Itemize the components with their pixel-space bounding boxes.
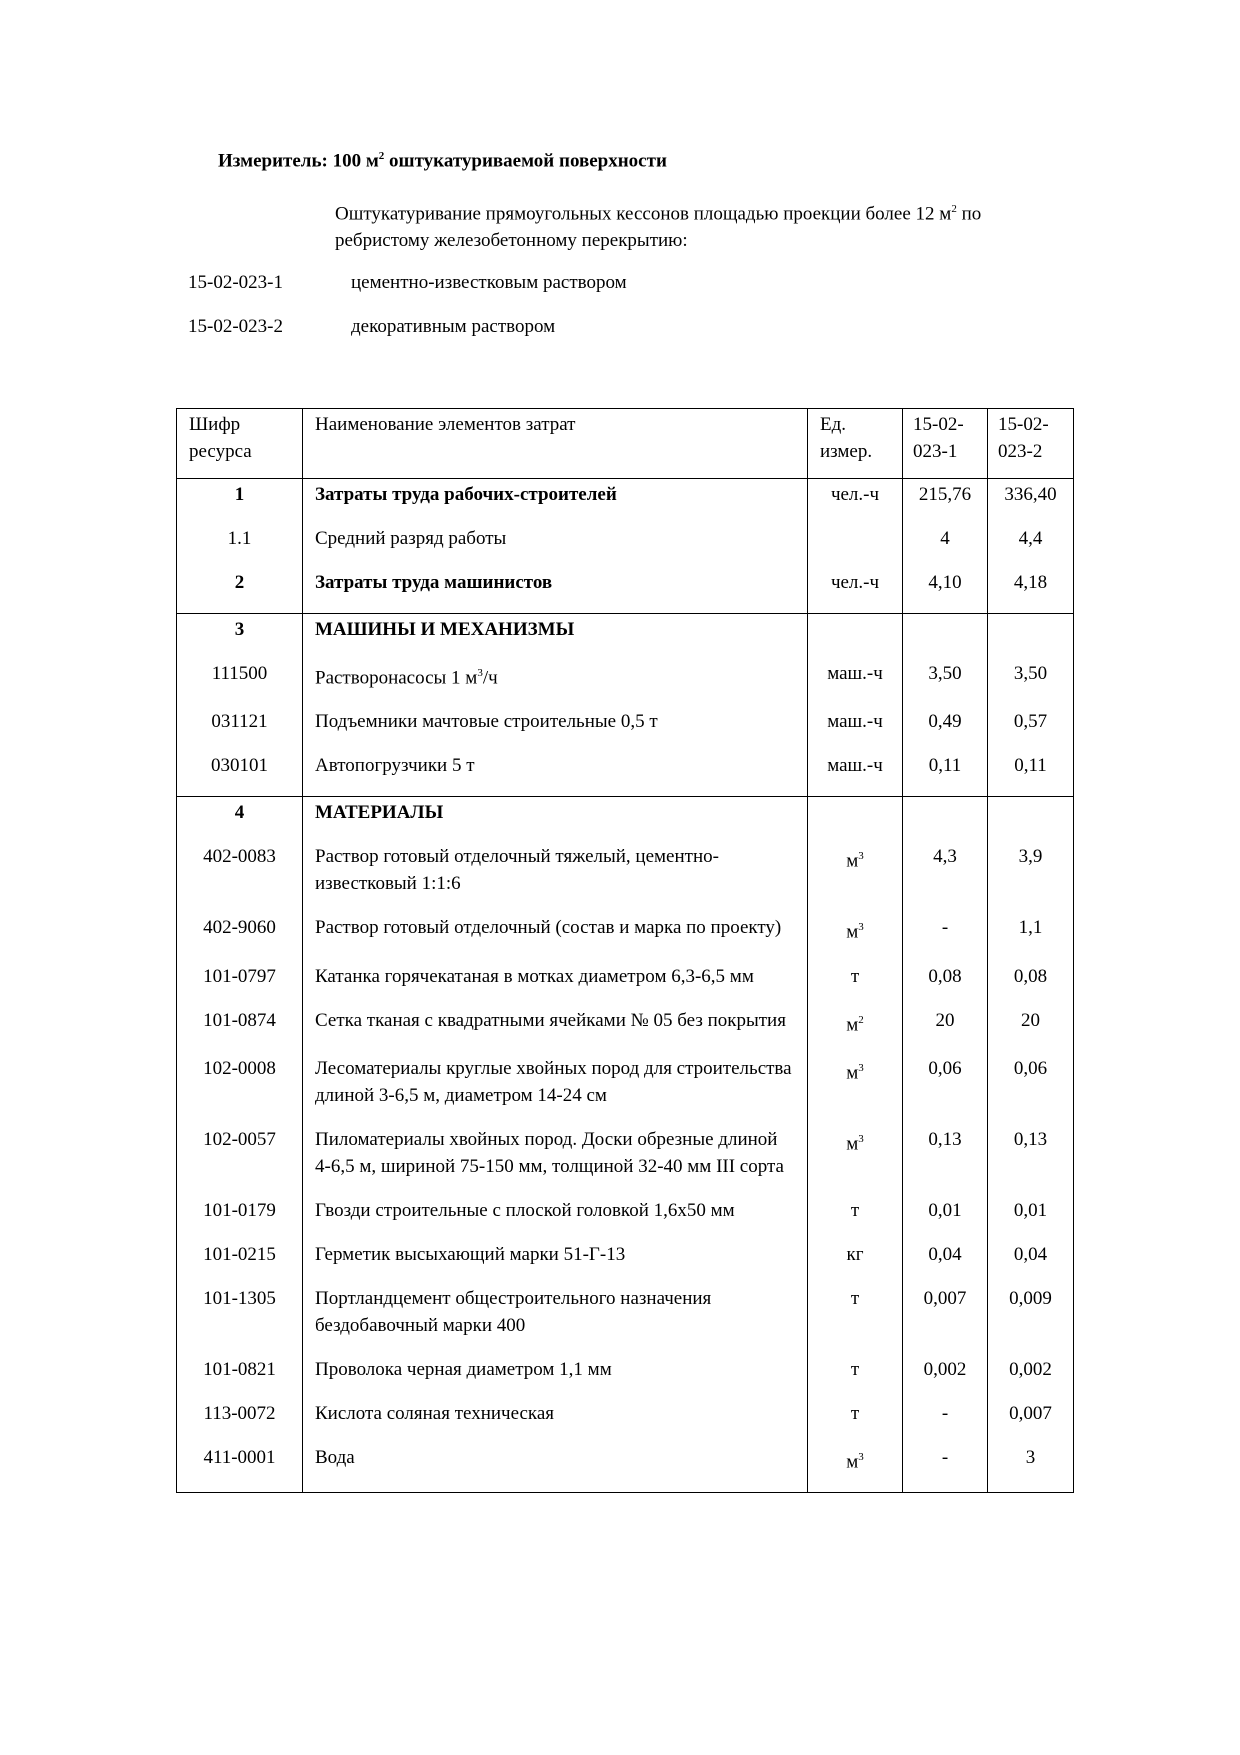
table-row (177, 1197, 1074, 1241)
unit-superscript: 2 (858, 1013, 864, 1026)
cell-variant-1-value (903, 614, 988, 661)
cell-resource-code: 102-0057 (177, 1126, 303, 1197)
cell-variant-1-value: 215,76 (903, 479, 988, 526)
unit-base: м (846, 1062, 859, 1084)
cell-variant-2-value: 0,13 (988, 1126, 1074, 1197)
cell-cost-element-name: Затраты труда рабочих-строителей (303, 479, 808, 526)
cell-variant-1-value: 4,10 (903, 569, 988, 614)
name-superscript: 3 (477, 667, 483, 679)
cell-unit (808, 797, 903, 844)
name-text-end: /ч (482, 667, 498, 689)
cell-unit (808, 1055, 903, 1126)
description-superscript: 2 (951, 203, 957, 215)
cell-unit (808, 843, 903, 914)
cell-resource-code: 411-0001 (177, 1444, 303, 1493)
cell-variant-2-value: 0,002 (988, 1356, 1074, 1400)
unit-base: м (846, 850, 859, 872)
cell-unit: т (808, 963, 903, 1007)
cell-cost-element-name: МАТЕРИАЛЫ (303, 797, 808, 844)
cell-resource-code: 3 (177, 614, 303, 661)
variant-code: 15-02-023-2 (188, 316, 283, 337)
description-text-start: Оштукатуривание прямоугольных кессонов площадью проекции более 12 м (335, 203, 952, 225)
cell-cost-element-name (303, 660, 808, 708)
unit-superscript: 3 (858, 1450, 864, 1463)
cell-cost-element-name: Лесоматериалы круглые хвойных пород для строительства длиной 3-6,5 м, диаметром 14-24 см (303, 1055, 808, 1126)
cell-unit: т (808, 1285, 903, 1356)
table-row (177, 614, 1074, 661)
cell-unit (808, 614, 903, 661)
cell-unit: т (808, 1356, 903, 1400)
cell-variant-1-value: 0,11 (903, 752, 988, 797)
cell-variant-1-value: 20 (903, 1007, 988, 1055)
table-row (177, 1400, 1074, 1444)
cell-variant-1-value: 0,002 (903, 1356, 988, 1400)
measure-prefix: Измеритель: 100 м (218, 150, 379, 172)
resource-table (176, 408, 1074, 1493)
cell-variant-2-value (988, 797, 1074, 844)
table-row (177, 479, 1074, 526)
table-row (177, 660, 1074, 708)
table-row (177, 1007, 1074, 1055)
table-row (177, 797, 1074, 844)
cell-variant-2-value: 0,57 (988, 708, 1074, 752)
table-header-row (177, 409, 1074, 479)
unit-base: м (846, 921, 859, 943)
cell-resource-code: 031121 (177, 708, 303, 752)
cell-unit: маш.-ч (808, 660, 903, 708)
cell-variant-2-value: 0,01 (988, 1197, 1074, 1241)
cell-cost-element-name: Раствор готовый отделочный (состав и марка по проекту) (303, 914, 808, 962)
measure-superscript: 2 (378, 150, 385, 162)
cell-variant-1-value: 0,13 (903, 1126, 988, 1197)
table-body (177, 479, 1074, 1493)
cell-variant-1-value: 0,01 (903, 1197, 988, 1241)
header-variant-2: 15-02-023-2 (988, 409, 1074, 479)
cell-cost-element-name: Проволока черная диаметром 1,1 мм (303, 1356, 808, 1400)
table-row (177, 1126, 1074, 1197)
cell-unit (808, 525, 903, 569)
cell-unit: т (808, 1400, 903, 1444)
cell-resource-code: 1 (177, 479, 303, 526)
cell-variant-2-value: 0,06 (988, 1055, 1074, 1126)
cell-resource-code: 4 (177, 797, 303, 844)
unit-superscript: 3 (858, 850, 864, 863)
cell-unit: маш.-ч (808, 752, 903, 797)
cell-resource-code: 102-0008 (177, 1055, 303, 1126)
cell-variant-1-value: - (903, 914, 988, 962)
cell-variant-1-value: 4 (903, 525, 988, 569)
variant-line (188, 316, 555, 338)
cell-variant-1-value: 3,50 (903, 660, 988, 708)
cell-unit: чел.-ч (808, 569, 903, 614)
cell-resource-code: 101-0797 (177, 963, 303, 1007)
cell-resource-code: 1.1 (177, 525, 303, 569)
cell-variant-2-value: 0,08 (988, 963, 1074, 1007)
cell-variant-2-value: 0,11 (988, 752, 1074, 797)
table-row (177, 525, 1074, 569)
table-row (177, 752, 1074, 797)
cell-variant-1-value: 0,007 (903, 1285, 988, 1356)
cell-unit: чел.-ч (808, 479, 903, 526)
cell-resource-code: 402-9060 (177, 914, 303, 962)
cell-variant-1-value: 0,04 (903, 1241, 988, 1285)
cell-variant-2-value (988, 614, 1074, 661)
table-row (177, 1055, 1074, 1126)
variant-code: 15-02-023-1 (188, 272, 283, 293)
cell-variant-2-value: 3,50 (988, 660, 1074, 708)
cell-variant-2-value: 20 (988, 1007, 1074, 1055)
unit-superscript: 3 (858, 1132, 864, 1145)
cell-cost-element-name: Средний разряд работы (303, 525, 808, 569)
table-row (177, 914, 1074, 962)
cell-resource-code: 402-0083 (177, 843, 303, 914)
cell-cost-element-name: Раствор готовый отделочный тяжелый, цементно-известковый 1:1:6 (303, 843, 808, 914)
cell-variant-2-value: 0,007 (988, 1400, 1074, 1444)
table-row (177, 708, 1074, 752)
unit-base: м (846, 1013, 859, 1035)
cell-unit: кг (808, 1241, 903, 1285)
cell-variant-2-value: 3 (988, 1444, 1074, 1493)
cell-cost-element-name: Катанка горячекатаная в мотках диаметром 6,3-6,5 мм (303, 963, 808, 1007)
cell-cost-element-name: Гвозди строительные с плоской головкой 1,6х50 мм (303, 1197, 808, 1241)
cell-cost-element-name: Затраты труда машинистов (303, 569, 808, 614)
cell-unit: т (808, 1197, 903, 1241)
table-row (177, 1285, 1074, 1356)
cell-variant-1-value (903, 797, 988, 844)
cell-cost-element-name: Вода (303, 1444, 808, 1493)
header-variant-1: 15-02-023-1 (903, 409, 988, 479)
cell-variant-2-value: 4,18 (988, 569, 1074, 614)
table-row (177, 963, 1074, 1007)
cell-unit (808, 1444, 903, 1493)
cell-resource-code: 030101 (177, 752, 303, 797)
cell-variant-1-value: 0,06 (903, 1055, 988, 1126)
cell-cost-element-name: Кислота соляная техническая (303, 1400, 808, 1444)
cell-resource-code: 111500 (177, 660, 303, 708)
cell-variant-1-value: 0,49 (903, 708, 988, 752)
name-text-start: Растворонасосы 1 м (315, 667, 478, 689)
cell-resource-code: 101-0874 (177, 1007, 303, 1055)
measure-suffix: оштукатуриваемой поверхности (384, 150, 667, 172)
variant-line (188, 272, 627, 294)
work-description (335, 196, 1075, 254)
cell-unit: маш.-ч (808, 708, 903, 752)
measure-heading (218, 150, 667, 172)
cell-unit (808, 1007, 903, 1055)
cell-cost-element-name: Автопогрузчики 5 т (303, 752, 808, 797)
table-row (177, 843, 1074, 914)
cell-resource-code: 101-0215 (177, 1241, 303, 1285)
header-unit: Ед. измер. (808, 409, 903, 479)
unit-base: м (846, 1133, 859, 1155)
cell-variant-1-value: 0,08 (903, 963, 988, 1007)
cell-cost-element-name: Сетка тканая с квадратными ячейками № 05 без покрытия (303, 1007, 808, 1055)
cell-variant-2-value: 336,40 (988, 479, 1074, 526)
cell-cost-element-name: Подъемники мачтовые строительные 0,5 т (303, 708, 808, 752)
cell-resource-code: 101-0179 (177, 1197, 303, 1241)
table-row (177, 1444, 1074, 1493)
cell-variant-2-value: 1,1 (988, 914, 1074, 962)
header-resource-code: Шифр ресурса (177, 409, 303, 479)
cell-resource-code: 101-0821 (177, 1356, 303, 1400)
cell-variant-2-value: 0,04 (988, 1241, 1074, 1285)
cell-cost-element-name: Портландцемент общестроительного назначения бездобавочный марки 400 (303, 1285, 808, 1356)
cell-variant-2-value: 3,9 (988, 843, 1074, 914)
cell-unit (808, 1126, 903, 1197)
table-row (177, 1241, 1074, 1285)
cell-resource-code: 2 (177, 569, 303, 614)
variant-label: декоративным раствором (351, 316, 556, 337)
unit-base: м (846, 1451, 859, 1473)
description-text-end: по ребристому железобетонному перекрытию: (335, 203, 982, 252)
table-row (177, 1356, 1074, 1400)
cell-resource-code: 113-0072 (177, 1400, 303, 1444)
cell-unit (808, 914, 903, 962)
variant-label: цементно-известковым раствором (351, 272, 627, 293)
header-cost-element-name: Наименование элементов затрат (303, 409, 808, 479)
cell-cost-element-name: Пиломатериалы хвойных пород. Доски обрезные длиной 4-6,5 м, шириной 75-150 мм, толщиной 32-40 мм III сорта (303, 1126, 808, 1197)
cell-variant-1-value: 4,3 (903, 843, 988, 914)
cell-resource-code: 101-1305 (177, 1285, 303, 1356)
cell-cost-element-name: Герметик высыхающий марки 51-Г-13 (303, 1241, 808, 1285)
unit-superscript: 3 (858, 921, 864, 934)
cell-variant-2-value: 0,009 (988, 1285, 1074, 1356)
table-row (177, 569, 1074, 614)
cell-cost-element-name: МАШИНЫ И МЕХАНИЗМЫ (303, 614, 808, 661)
cell-variant-2-value: 4,4 (988, 525, 1074, 569)
cell-variant-1-value: - (903, 1400, 988, 1444)
unit-superscript: 3 (858, 1061, 864, 1074)
cell-variant-1-value: - (903, 1444, 988, 1493)
